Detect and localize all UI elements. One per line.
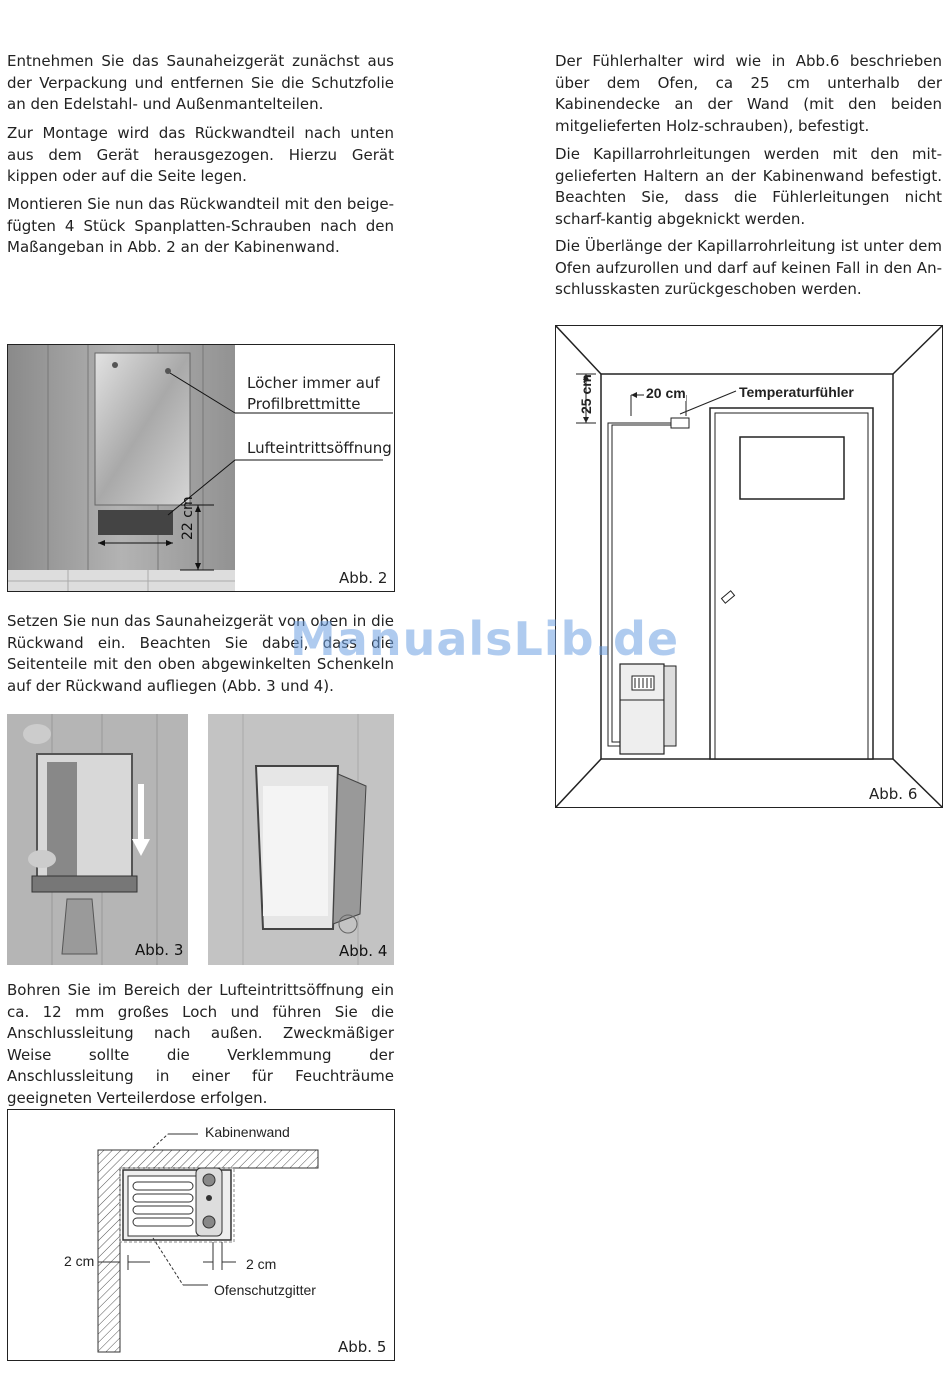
figure-abb4-photo [208, 714, 394, 965]
figure-abb5-label: Abb. 5 [338, 1338, 387, 1356]
figure-abb6 [555, 325, 943, 808]
figure-abb4 [208, 714, 394, 965]
figure-abb6-label: Abb. 6 [869, 785, 918, 803]
watermark: ManualsLib.de [290, 612, 680, 666]
figure-abb2-note-holes [247, 373, 380, 415]
paragraph-capillary: Die Kapillarrohrleitungen werden mit den mit-gelieferten Haltern an der Kabinenwand befestigt. Beachten Sie, dass die Fühlerleitungen nicht scharf-kantig abgeknickt werden. [555, 145, 942, 228]
figure-abb5-diagram [8, 1110, 394, 1360]
paragraph-unpacking: Entnehmen Sie das Saunaheizgerät zunächst aus der Verpackung und entfernen Sie die Schutzfolie an den Edelstahl- und Außenmantelteilen. [7, 52, 394, 113]
figure-abb4-label: Abb. 4 [339, 942, 388, 960]
paragraph-insert-heater: Setzen Sie nun das Saunaheizgerät von oben in die Rückwand ein. Beachten Sie dabei, dass die Seitenteile mit den oben abgewinkelten Schenkeln auf der Rückwand aufliegen (Abb. 3 und 4). [7, 612, 394, 695]
paragraph-mounting: Zur Montage wird das Rückwandteil nach unten aus dem Gerät herausgezogen. Hierzu Gerät kippen oder auf die Seite legen. [7, 124, 394, 185]
figure-abb2-note-holes-line1: Löcher immer auf [247, 374, 380, 392]
paragraph-excess-length: Die Überlänge der Kapillarrohrleitung ist unter dem Ofen aufzurollen und darf auf keinen Fall in den An-schlusskasten zurückgeschoben werden. [555, 237, 942, 298]
figure-abb5-dim-right: 2 cm [246, 1256, 277, 1272]
figure-abb6-sensor-label: Temperaturfühler [739, 384, 854, 400]
figure-abb6-dim-side: 25 cm [578, 374, 594, 414]
figure-abb2-note-holes-line2: Profilbrettmitte [247, 395, 361, 413]
figure-abb3 [7, 714, 188, 965]
figure-abb2-label: Abb. 2 [339, 569, 388, 587]
figure-abb2 [7, 344, 395, 592]
figure-abb5-grid-label: Ofenschutzgitter [214, 1282, 316, 1298]
figure-abb3-photo [7, 714, 188, 965]
paragraph-backwall: Montieren Sie nun das Rückwandteil mit den beige-fügten 4 Stück Spanplatten-Schrauben nach den Maßangeban in Abb. 2 an der Kabinenwand. [7, 195, 394, 256]
paragraph-drill-hole: Bohren Sie im Bereich der Lufteintrittsöffnung ein ca. 12 mm großes Loch und führen Sie die Anschlussleitung nach außen. Zweckmäßiger Weise sollte die Verklemmung der Anschlussleitung in einer für Feuchträume geeigneten Verteilerdose erfolgen. [7, 981, 394, 1107]
figure-abb5-wall-label: Kabinenwand [205, 1124, 290, 1140]
paragraph-sensor-holder: Der Fühlerhalter wird wie in Abb.6 beschrieben über dem Ofen, ca 25 cm unterhalb der Kabinendecke an der Wand (mit den beiden mitgelieferten Holz-schrauben), befestigt. [555, 52, 942, 135]
figure-abb6-dim-top: 20 cm [646, 385, 686, 401]
figure-abb2-dimension: 22 cm [180, 496, 196, 540]
figure-abb5-dim-left: 2 cm [64, 1253, 95, 1269]
figure-abb3-label: Abb. 3 [135, 941, 184, 959]
figure-abb5 [7, 1109, 395, 1361]
figure-abb2-note-air-inlet: Lufteintrittsöffnung [247, 439, 392, 457]
